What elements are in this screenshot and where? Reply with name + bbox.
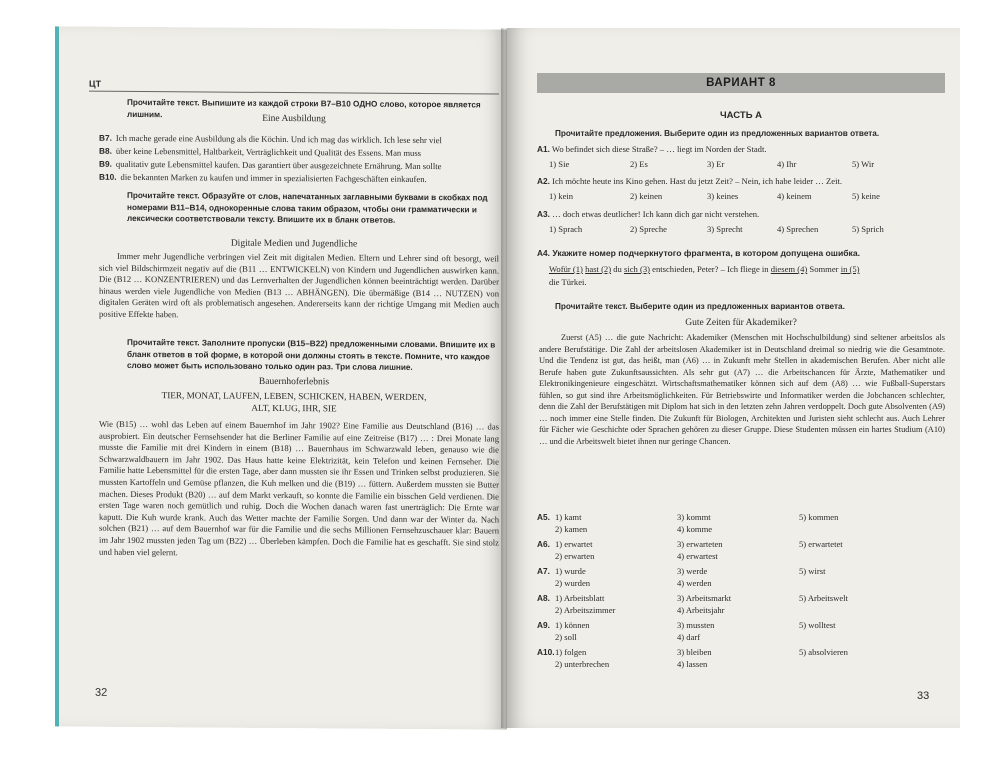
instruction-a1-a3: Прочитайте предложения. Выберите один из предложенных вариантов ответа. <box>555 129 880 138</box>
page-number-left: 32 <box>95 686 108 699</box>
b-line: B7. Ich mache gerade eine Ausbildung als die Köchin. Und ich mag das wirklich. Ich lese sehr viel <box>99 132 442 146</box>
answer-block <box>537 512 947 674</box>
text-digitale-medien: Immer mehr Jugendliche verbringen viel Zeit mit digitalen Medien. Eltern und Lehrer sind oft besorgt, weil sich viel Bildschirmzeit negativ auf die (B11 … ENTWICKELN) von Kindern und Jugendlichen auswirken kann. Die (B12 … KONZENTRIEREN) und das Lernverhalten der Jugendlichen können beeinträchtigt werden. Darüber hinaus werden viele Jugendliche von Medien (B13 … ABHÄNGEN). Die übermäßige (B14 … NUTZEN) von digitalen Geräten wird oft als problematisch angesehen. Andererseits kann der richtige Umgang mit Medien auch positive Effekte haben. <box>99 250 499 320</box>
option: 5) Sprich <box>852 224 884 234</box>
option: 1) Sie <box>549 159 570 169</box>
answer-row: A7. 1) wurde 2) wurden 3) werde 4) werden 5) wirst <box>537 566 826 588</box>
instruction-b11-b14: Прочитайте текст. Образуйте от слов, напечатанных заглавными буквами в скобках под номерами B11–B14, однокоренные слова таким образом, чтобы они грамматически и лексически соответствовали тексту. Впишите их в бланк ответов. <box>127 190 488 225</box>
instruction-b7-b10: Прочитайте текст. Выпишите из каждой строки B7–B10 ОДНО слово, которое является лишним. <box>127 97 481 119</box>
option: 3) keines <box>707 191 739 201</box>
answer-row: A6. 1) erwartet 2) erwarten 3) erwarteten 4) erwartest 5) erwartetet <box>537 539 843 561</box>
section-title-digitale-medien: Digitale Medien und Jugendliche <box>230 238 358 250</box>
instruction-a5-a10: Прочитайте текст. Выберите один из предложенных вариантов ответа. <box>555 302 845 311</box>
question-a1: A1. Wo befindet sich diese Straße? – … liegt im Norden der Stadt. <box>537 144 767 154</box>
option: 3) Er <box>707 159 725 169</box>
word-bank-line-1: TIER, MONAT, LAUFEN, LEBEN, SCHICKEN, HABEN, WERDEN, <box>161 390 427 403</box>
variant-banner: ВАРИАНТ 8 <box>537 73 945 93</box>
left-page <box>55 26 507 729</box>
section-title-akademiker: Gute Zeiten für Akademiker? <box>685 318 797 328</box>
option: 5) keine <box>852 191 880 201</box>
section-title-bauernhof: Bauernhoferlebnis <box>258 376 330 388</box>
question-a4-instruction: A4. Укажите номер подчеркнутого фрагмента, в котором допущена ошибка. <box>537 248 861 258</box>
header-rule <box>89 91 499 95</box>
option: 3) Sprecht <box>707 224 743 234</box>
question-a3: A3. … doch etwas deutlicher! Ich kann dich gar nicht verstehen. <box>537 209 760 219</box>
instruction-b15-b22: Прочитайте текст. Заполните пропуски (B15–B22) предложенными словами. Впишите их в бланк ответов в той форме, в которой они должны стоять в тексте. Помните, что каждое слово может быть использовано только один раз. Три слова лишние. <box>127 337 496 372</box>
answer-row: A8. 1) Arbeitsblatt 2) Arbeitszimmer 3) Arbeitsmarkt 4) Arbeitsjahr 5) Arbeitswelt <box>537 593 848 615</box>
text-akademiker: Zuerst (A5) … die gute Nachricht: Akademiker (Menschen mit Hochschulbildung) sind seltener arbeitslos als andere Berufstätige. Die Zahl der arbeitslosen Akademiker ist in Deutschland dreimal so niedrig wie die Gesamtnote. Und die Tendenz ist gut, das heißt, man (A6) … in Zukunft mehr Stellen in akademischen Berufen. Aber nicht alle Berufe haben gute Zukunftsaussichten. Als sehr gut (A7) … die Arbeitschancen für Ärzte, Mathematiker und Elektronikingenieure eingeschätzt. Wirtschaftsmathematiker können sich auf dem (A8) … wie Fußball-Superstars fühlen, so gut sind ihre Arbeitsmöglichkeiten. Für Betriebswirte und Informatiker werden die Jobchancen schlechter, denn die Zahl der Berufstätigen mit Diplom hat sich in den letzten zehn Jahren verdoppelt. Doch gute Absolventen (A9) … noch immer eine Stelle finden. Die Zukunft für Biologen, Architekten und Juristen sieht schlecht aus. Auch Lehrer für Fächer wie Geschichte oder Sprachen gehören zu dieser Gruppe. Diese Studenten müssen ein hartes Studium (A10) … und die Arbeitswelt bietet ihnen nur geringe Chancen. <box>539 333 945 446</box>
b-line: B10. die bekannten Marken zu kaufen und immer in spezialisierten Fachgeschäften einkaufen. <box>99 171 427 185</box>
word-bank-line-2: ALT, KLUG, IHR, SIE <box>251 402 337 414</box>
option: 1) Sprach <box>549 224 583 234</box>
question-a4-sentence-cont: die Türkei. <box>549 277 587 287</box>
option: 4) Sprechen <box>777 224 819 234</box>
part-heading: ЧАСТЬ А <box>719 110 763 121</box>
book-spread <box>55 28 960 728</box>
right-page <box>507 28 960 728</box>
text-bauernhof: Wie (B15) … wohl das Leben auf einem Bauernhof im Jahr 1902? Eine Familie aus Deutschland (B16) … das ausprobiert. Ein deutscher Fernsehsender hat die Berliner Familie auf eine Zeitreise (B17) … : Drei Monate lang musste die Familie mit drei Kindern in einem (B18) … Bauernhaus im Schwarzwald leben, genauso wie die Schwarzwaldbauern im Jahr 1902. Das Haus hatte keine Elektrizität, kein Telefon und keinen Fernseher. Die Familie hatte Lebensmittel für die ersten Tage, aber dann mussten sie ihr Essen und Trinken selbst produzieren. Sie mussten Kartoffeln und Gemüse pflanzen, die Kuh melken und die (B19) … füttern. Außerdem mussten sie Butter machen. Dieses Produkt (B20) … auf dem Markt verkauft, so konnte die Familie ein bisschen Geld verdienen. Die ersten Tage waren noch gemütlich und ruhig. Doch die Wochen danach waren fast unerträglich: Die Ernte war kaputt. Die Kuh wurde krank. Auch das Wetter machte der Familie Sorgen. Und dann war der Winter da. Nach solchen (B21) … auf dem Bauernhof war für die Familie und die sechs Millionen Fernsehzuschauer klar: Bauern im Jahr 1902 mussten jeden Tag um (B22) … Überleben kämpfen. Doch die Familie hat es geschafft. Sie sind stolz und haben viel gelernt. <box>99 418 499 557</box>
page-number-right: 33 <box>917 690 930 702</box>
option: 2) keinen <box>630 191 663 201</box>
b-lines <box>99 128 499 183</box>
option: 4) keinem <box>777 191 812 201</box>
section-title-ausbildung: Eine Ausbildung <box>262 113 326 125</box>
option: 4) Ihr <box>777 159 797 169</box>
option: 1) kein <box>549 191 574 201</box>
option: 2) Es <box>630 159 648 169</box>
question-a4-sentence: Wofür (1) hast (2) du sich (3) entschieden, Peter? – Ich fliege in diesem (4) Sommer in (5) <box>549 264 860 274</box>
answer-row: A10. 1) folgen 2) unterbrechen 3) bleiben 4) lassen 5) absolvieren <box>537 647 848 669</box>
question-a2: A2. Ich möchte heute ins Kino gehen. Hast du jetzt Zeit? – Nein, ich habe leider … Zeit. <box>537 176 843 186</box>
answer-row: A9. 1) können 2) soll 3) mussten 4) darf 5) wolltest <box>537 620 836 642</box>
page-header: ЦТ <box>89 78 102 89</box>
b-line: B9. qualitativ gute Lebensmittel kaufen. Das garantiert über ausgezeichnete Ernährung. Man sollte <box>99 158 442 172</box>
option: 2) Spreche <box>630 224 667 234</box>
option: 5) Wir <box>852 159 875 169</box>
answer-row: A5. 1) kamt 2) kamen 3) kommt 4) komme 5) kommen <box>537 512 839 534</box>
b-line: B8. über keine Lebensmittel, Haltbarkeit, Verträglichkeit und Qualität des Essens. Man muss <box>99 145 422 158</box>
